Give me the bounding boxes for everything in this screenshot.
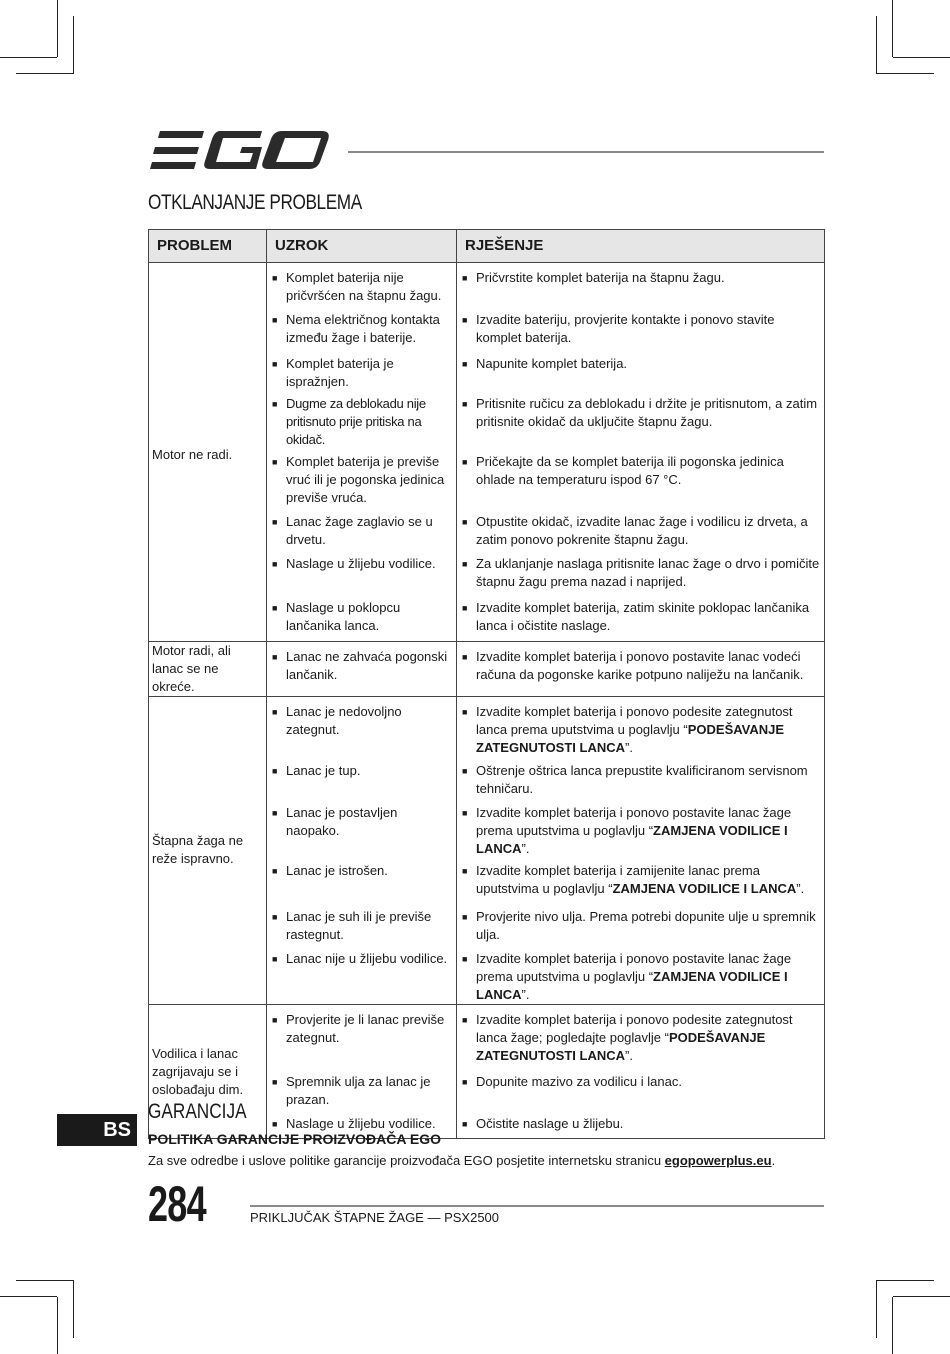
crop-mark	[876, 16, 877, 74]
warranty-link[interactable]: egopowerplus.eu	[664, 1153, 772, 1168]
solution-cell: ■ Pritisnite ručicu za deblokadu i držite je pritisnutom, a zatim pritisnite okidač da uključite štapnu žagu.	[457, 391, 825, 449]
crop-mark	[892, 1297, 893, 1354]
troubleshooting-table	[148, 229, 825, 1139]
solution-cell: ■ Izvadite komplet baterija i ponovo postavite lanac žage prema uputstvima u poglavlju “ZAMJENA VODILICE I LANCA”.	[457, 946, 825, 1005]
crop-mark	[0, 57, 57, 58]
footer-rule	[250, 1205, 824, 1207]
solution-cell: ■ Izvadite komplet baterija, zatim skinite poklopac lančanika lanca i očistite naslage.	[457, 595, 825, 641]
cause-cell: ■ Dugme za deblokadu nije pritisnuto prije pritiska na okidač.	[267, 391, 457, 449]
solution-cell: ■ Napunite komplet baterija.	[457, 351, 825, 391]
ego-logo	[150, 131, 330, 171]
solution-cell: ■ Izvadite komplet baterija i ponovo postavite lanac žage prema uputstvima u poglavlju “ZAMJENA VODILICE I LANCA”.	[457, 800, 825, 858]
cause-cell: ■ Lanac je istrošen.	[267, 858, 457, 904]
cause-cell: ■ Lanac je suh ili je previše rastegnut.	[267, 904, 457, 946]
problem-cell: Motor ne radi.	[149, 263, 267, 642]
crop-mark	[57, 1297, 58, 1354]
cause-cell: ■ Komplet baterija je ispražnjen.	[267, 351, 457, 391]
crop-mark	[876, 1280, 877, 1338]
crop-mark	[57, 0, 58, 57]
cause-cell: ■ Komplet baterija je previše vruć ili je pogonska jedinica previše vruća.	[267, 449, 457, 509]
crop-mark	[877, 1280, 934, 1281]
header-solution: RJEŠENJE	[457, 230, 825, 263]
cause-cell: ■ Nema električnog kontakta između žage i baterije.	[267, 305, 457, 351]
cause-cell: ■ Komplet baterija nije pričvršćen na štapnu žagu.	[267, 263, 457, 306]
header-cause: UZROK	[267, 230, 457, 263]
problem-cell: Štapna žaga ne reže ispravno.	[149, 696, 267, 1005]
solution-cell: ■ Otpustite okidač, izvadite lanac žage i vodilicu iz drveta, a zatim ponovo pokrenite štapnu žagu.	[457, 509, 825, 551]
warranty-title: GARANCIJA	[148, 1100, 247, 1123]
cause-cell: ■ Lanac ne zahvaća pogonski lančanik.	[267, 641, 457, 696]
footer-product: PRIKLJUČAK ŠTAPNE ŽAGE — PSX2500	[250, 1210, 500, 1225]
cause-cell: ■ Lanac je tup.	[267, 758, 457, 800]
crop-mark	[73, 16, 74, 74]
cause-cell: ■ Naslage u žlijebu vodilice.	[267, 551, 457, 595]
solution-cell: ■ Provjerite nivo ulja. Prema potrebi dopunite ulje u spremnik ulja.	[457, 904, 825, 946]
warranty-text: Za sve odredbe i uslove politike garancije proizvođača EGO posjetite internetsku stranicu egopowerplus.eu.	[148, 1153, 776, 1168]
solution-cell: ■ Pričvrstite komplet baterija na štapnu žagu.	[457, 263, 825, 306]
cause-cell: ■ Lanac žage zaglavio se u drvetu.	[267, 509, 457, 551]
header-problem: PROBLEM	[149, 230, 267, 263]
crop-mark	[892, 0, 893, 57]
crop-mark	[16, 73, 73, 74]
solution-cell: ■ Pričekajte da se komplet baterija ili pogonska jedinica ohlade na temperaturu ispod 67 °C.	[457, 449, 825, 509]
problem-cell: Motor radi, ali lanac se ne okreće.	[149, 641, 267, 696]
cause-cell: ■ Spremnik ulja za lanac je prazan.	[267, 1069, 457, 1113]
solution-cell: ■ Izvadite komplet baterija i ponovo podesite zategnutost lanca žage; pogledajte poglavlje “PODEŠAVANJE ZATEGNUTOSTI LANCA”.	[457, 1005, 825, 1069]
solution-cell: ■ Očistite naslage u žlijebu.	[457, 1113, 825, 1139]
cause-cell: ■ Lanac nije u žlijebu vodilice.	[267, 946, 457, 1005]
page-number: 284	[148, 1176, 206, 1232]
crop-mark	[73, 1280, 74, 1338]
solution-cell: ■ Izvadite komplet baterija i ponovo postavite lanac vodeći računa da pogonske karike potpuno naliježu na lančanik.	[457, 641, 825, 696]
solution-cell: ■ Izvadite komplet baterija i zamijenite lanac prema uputstvima u poglavlju “ZAMJENA VODILICE I LANCA”.	[457, 858, 825, 904]
header-rule	[348, 151, 824, 153]
crop-mark	[893, 57, 950, 58]
cause-cell: ■ Naslage u žlijebu vodilice.	[267, 1113, 457, 1139]
crop-mark	[0, 1296, 57, 1297]
solution-cell: ■ Oštrenje oštrica lanca prepustite kvalificiranom servisnom tehničaru.	[457, 758, 825, 800]
warranty-subtitle: POLITIKA GARANCIJE PROIZVOĐAČA EGO	[148, 1131, 441, 1147]
solution-cell: ■ Izvadite komplet baterija i ponovo podesite zategnutost lanca prema uputstvima u poglavlju “PODEŠAVANJE ZATEGNUTOSTI LANCA”.	[457, 696, 825, 758]
section-title: OTKLANJANJE PROBLEMA	[148, 191, 362, 214]
cause-cell: ■ Provjerite je li lanac previše zategnut.	[267, 1005, 457, 1069]
solution-cell: ■ Izvadite bateriju, provjerite kontakte i ponovo stavite komplet baterija.	[457, 305, 825, 351]
solution-cell: ■ Za uklanjanje naslaga pritisnite lanac žage o drvo i pomičite štapnu žagu prema nazad i naprijed.	[457, 551, 825, 595]
language-tab: BS	[57, 1114, 137, 1146]
cause-cell: ■ Lanac je postavljen naopako.	[267, 800, 457, 858]
crop-mark	[877, 73, 934, 74]
solution-cell: ■ Dopunite mazivo za vodilicu i lanac.	[457, 1069, 825, 1113]
cause-cell: ■ Naslage u poklopcu lančanika lanca.	[267, 595, 457, 641]
crop-mark	[16, 1280, 73, 1281]
cause-cell: ■ Lanac je nedovoljno zategnut.	[267, 696, 457, 758]
crop-mark	[893, 1296, 950, 1297]
problem-cell: Vodilica i lanac zagrijavaju se i oslobađaju dim.	[149, 1005, 267, 1139]
